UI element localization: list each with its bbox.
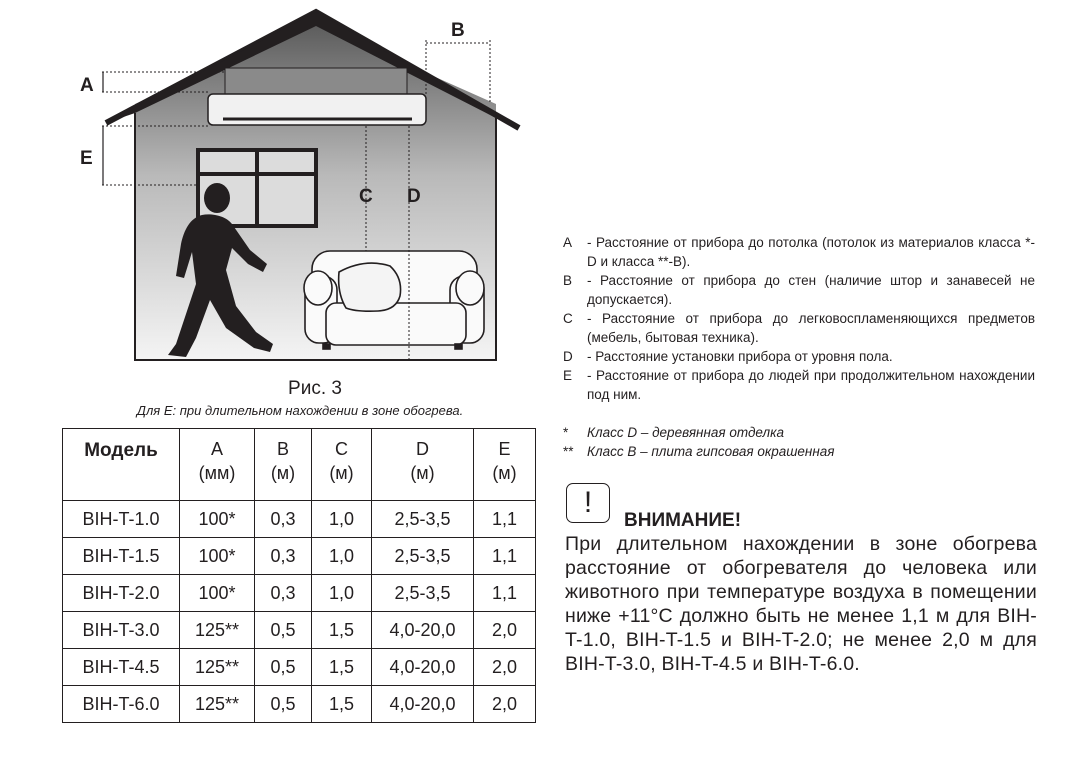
table-header-row <box>63 429 536 501</box>
heater-unit <box>208 94 426 125</box>
header-model: Модель <box>63 429 180 501</box>
cell-a: 125** <box>180 612 255 649</box>
cell-c: 1,0 <box>312 501 372 538</box>
cell-d: 4,0-20,0 <box>372 649 474 686</box>
dim-label-e: E <box>80 148 93 169</box>
cell-b: 0,3 <box>255 538 312 575</box>
cell-c: 1,5 <box>312 686 372 723</box>
header-e: E (м) <box>474 429 536 501</box>
footnote: ** Класс B – плита гипсовая окрашенная <box>563 444 835 459</box>
table-row <box>63 649 536 686</box>
cell-model: BIH-T-6.0 <box>63 686 180 723</box>
cell-b: 0,3 <box>255 575 312 612</box>
legend-item: B - Расстояние от прибора до стен (наличие штор и занавесей не допускается). <box>563 273 1035 307</box>
footnote: * Класс D – деревянная отделка <box>563 425 784 440</box>
cell-a: 100* <box>180 538 255 575</box>
table-row <box>63 538 536 575</box>
table-row <box>63 612 536 649</box>
warning-title: ВНИМАНИЕ! <box>624 510 742 531</box>
footnotes <box>563 423 1035 461</box>
legend-item: E - Расстояние от прибора до людей при продолжительном нахождении под ним. <box>563 368 1035 402</box>
warning-icon: ! <box>566 483 610 523</box>
cell-model: BIH-T-1.0 <box>63 501 180 538</box>
legend-item: D - Расстояние установки прибора от уровня пола. <box>563 349 893 364</box>
cell-c: 1,5 <box>312 612 372 649</box>
cell-a: 100* <box>180 501 255 538</box>
cell-c: 1,0 <box>312 538 372 575</box>
legend-item: A - Расстояние от прибора до потолка (потолок из материалов класса *-D и класса **-B). <box>563 235 1035 269</box>
cell-d: 2,5-3,5 <box>372 575 474 612</box>
cell-b: 0,3 <box>255 501 312 538</box>
dim-label-c: C <box>359 186 373 207</box>
cell-b: 0,5 <box>255 612 312 649</box>
cell-model: BIH-T-2.0 <box>63 575 180 612</box>
dim-label-d: D <box>407 186 421 207</box>
cell-d: 4,0-20,0 <box>372 612 474 649</box>
cell-d: 2,5-3,5 <box>372 501 474 538</box>
cell-a: 125** <box>180 649 255 686</box>
dimension-legend <box>563 233 1035 404</box>
legend-item: C - Расстояние от прибора до легковоспламеняющихся предметов (мебель, бытовая техника). <box>563 311 1035 345</box>
room-installation-diagram <box>60 8 540 370</box>
header-d: D (м) <box>372 429 474 501</box>
cell-d: 2,5-3,5 <box>372 538 474 575</box>
cell-b: 0,5 <box>255 686 312 723</box>
cell-model: BIH-T-4.5 <box>63 649 180 686</box>
dim-label-b: B <box>451 20 465 41</box>
sofa <box>304 251 484 349</box>
table-row <box>63 686 536 723</box>
table-row <box>63 501 536 538</box>
cell-a: 125** <box>180 686 255 723</box>
cell-e: 2,0 <box>474 612 536 649</box>
cell-b: 0,5 <box>255 649 312 686</box>
dim-label-a: A <box>80 75 94 96</box>
cell-c: 1,0 <box>312 575 372 612</box>
cell-model: BIH-T-1.5 <box>63 538 180 575</box>
table-row <box>63 575 536 612</box>
figure-caption: Рис. 3 <box>288 378 342 399</box>
header-a: A (мм) <box>180 429 255 501</box>
cell-d: 4,0-20,0 <box>372 686 474 723</box>
cell-a: 100* <box>180 575 255 612</box>
cell-e: 2,0 <box>474 649 536 686</box>
cell-c: 1,5 <box>312 649 372 686</box>
cell-e: 1,1 <box>474 575 536 612</box>
figure-note: Для E: при длительном нахождении в зоне обогрева. <box>136 403 464 418</box>
cell-e: 1,1 <box>474 501 536 538</box>
clearance-table <box>62 428 536 723</box>
cell-e: 1,1 <box>474 538 536 575</box>
header-b: B (м) <box>255 429 312 501</box>
cell-model: BIH-T-3.0 <box>63 612 180 649</box>
header-c: C (м) <box>312 429 372 501</box>
cell-e: 2,0 <box>474 686 536 723</box>
warning-text: При длительном нахождении в зоне обогрева расстояние от обогревателя до человека или животного при температуре воздуха в помещении ниже +11°C должно быть не менее 1,1 м для BIH-T-1.0, BIH-T-1.5 и BIH-T-2.0; не менее 2,0 м для BIH-T-3.0, BIH-T-4.5 и BIH-T-6.0. <box>565 533 1037 675</box>
